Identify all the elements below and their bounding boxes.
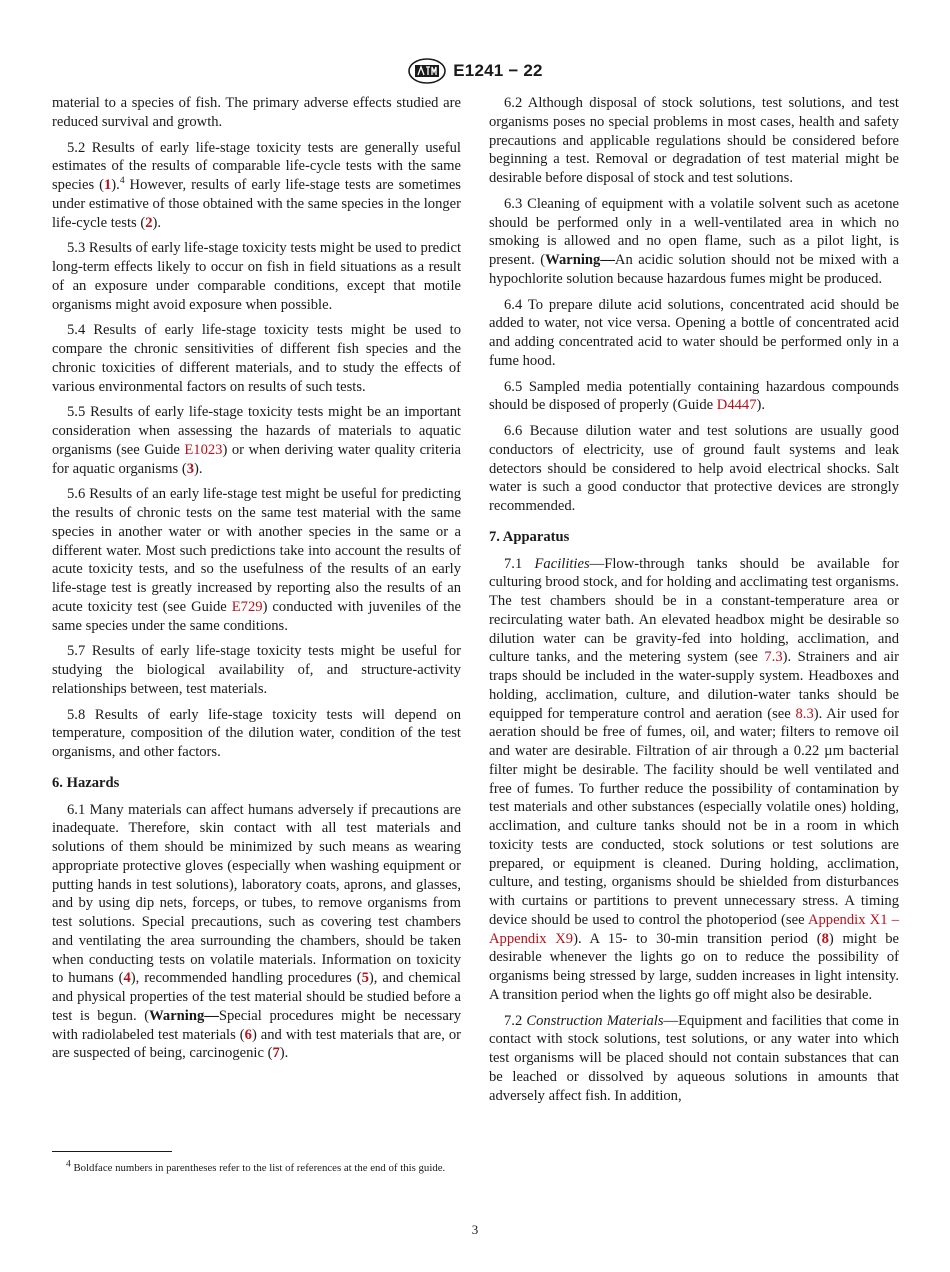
section-link-7-3[interactable]: 7.3 xyxy=(764,649,783,666)
paragraph-6-4: 6.4 To prepare dilute acid solutions, concentrated acid should be added to water, not vice versa. Opening a bottle of concentrated acid and adding concentrated acid to water should be performed only in a fume hood. xyxy=(489,296,899,369)
paragraph-5-6: 5.6 Results of an early life-stage test might be useful for predicting the results of chronic tests on the same test material with the same species in another water or with another species in the same or a different water. Most such predictions take into account the results of acute toxicity tests, and so the usefulness of the results of an early life-stage test is greatly increased by reporting also the results of an acute toxicity test (see Guide E729) conducted with juveniles of the same species under the same conditions. xyxy=(52,486,461,634)
footnote-number: 4 xyxy=(66,1159,71,1170)
paragraph-5-5: 5.5 Results of early life-stage toxicity tests might be an important consideration when assessing the hazards of materials to aquatic organisms (see Guide E1023) or when deriving water quality criteria for aquatic organisms (3). xyxy=(52,404,461,477)
section-link-8-3[interactable]: 8.3 xyxy=(795,705,814,722)
astm-logo-icon xyxy=(407,57,447,85)
warning-label: Warning— xyxy=(149,1007,219,1024)
page-header xyxy=(0,55,950,87)
footnote-divider xyxy=(52,1151,172,1152)
paragraph-6-1: 6.1 Many materials can affect humans adversely if precautions are inadequate. Therefore, skin contact with all test materials and solutions of them should be minimized by such means as wearing appropriate protective gloves (especially when washing equipment or putting hands in test solutions), laboratory coats, aprons, and glasses, and by using dip nets, forceps, or tubes, to remove organisms from test solutions. Special precautions, such as covering test chambers and ventilating the area surrounding the chambers, should be taken when conducting tests on volatile materials. Information on toxicity to humans (4), recommended handling procedures (5), and chemical and physical properties of the test material should be studied before a test is begun. (Warning—Special procedures might be necessary with radiolabeled test materials (6) and with test materials that are, or are suspected of being, carcinogenic (7). xyxy=(52,801,461,1062)
paragraph-6-6: 6.6 Because dilution water and test solutions are usually good conductors of electricity, use of ground fault systems and leak detectors should be considered to help avoid electrical shocks. Salt water is such a good conductor that protective devices are strongly recommended. xyxy=(489,423,899,514)
reference-link-2[interactable]: 2 xyxy=(145,214,153,231)
subsection-title-facilities: Facilities xyxy=(534,555,590,572)
subsection-title-construction-materials: Construction Materials xyxy=(526,1012,664,1029)
page-number: 3 xyxy=(471,1222,479,1237)
guide-link-e1023[interactable]: E1023 xyxy=(184,441,223,458)
reference-link-5[interactable]: 5 xyxy=(361,970,369,987)
section-heading-hazards: 6. Hazards xyxy=(52,774,120,791)
reference-link-3[interactable]: 3 xyxy=(186,460,194,477)
paragraph-7-1: 7.1 Facilities—Flow-through tanks should be available for culturing brood stock, and for holding and acclimating test organisms. The test chambers should be in a constant-temperature area or recirculating water bath. An elevated headbox might be desirable so dilution water can be gravity-fed into holding, acclimation, and culture tanks, and the metering system (see 7.3). Strainers and air traps should be included in the water-supply system. Headboxes and holding, acclimation, culture, and dilution-water tanks should be equipped for temperature control and aeration (see 8.3). Air used for aeration should be free of fumes, oil, and water; filters to remove oil and water are desirable. Filtration of air through a 0.22 µm bacterial filter might be desirable. The facility should be well ventilated and free of fumes. To further reduce the possibility of contamination by test materials and other substances (especially volatile ones) holding, acclimation, and culture tanks should not be in a room in which toxicity tests are conducted, stock solutions or test solutions are prepared, or equipment is cleaned. During holding, acclimation, culture, and testing, organisms should be shielded from disturbances with curtains or partitions to prevent unnecessary stress. A timing device should be used to control the photoperiod (see Appendix X1 – Appendix X9). A 15- to 30-min transition period (8) might be desirable whenever the lights go on to reduce the possibility of organisms being stressed by large, sudden increases in light intensity. A transition period when the lights go off might also be desirable. xyxy=(489,555,900,1003)
footnote-4: $^4$ Boldface numbers in parentheses refer to the list of references at the end of this guide. xyxy=(66,1159,446,1174)
section-heading-apparatus: 7. Apparatus xyxy=(489,528,570,545)
paragraph-5-1-cont: material to a species of fish. The primary adverse effects studied are reduced survival and growth. xyxy=(52,95,461,130)
paragraph-7-2: 7.2 Construction Materials—Equipment and facilities that come in contact with stock solutions, test solutions, or any water into which test organisms will be placed should not contain substances that can be leached or dissolved by aqueous solutions in amounts that adversely affect fish. In addition, xyxy=(489,1012,900,1104)
footnote-marker-4: 4 xyxy=(119,176,125,187)
left-column xyxy=(52,94,461,1070)
paragraph-5-8: 5.8 Results of early life-stage toxicity tests will depend on temperature, composition of the dilution water, condition of the test organisms, and other factors. xyxy=(52,706,461,760)
paragraph-5-7: 5.7 Results of early life-stage toxicity tests might be useful for studying the biological availability of, and structure-activity relationships between, test materials. xyxy=(52,643,461,697)
paragraph-6-5: 6.5 Sampled media potentially containing hazardous compounds should be disposed of properly (Guide D4447). xyxy=(489,378,899,414)
reference-link-7[interactable]: 7 xyxy=(272,1045,280,1062)
reference-link-8[interactable]: 8 xyxy=(821,930,829,947)
appendix-link[interactable]: Appendix X1 – Appendix X9 xyxy=(489,911,899,947)
paragraph-6-3: 6.3 Cleaning of equipment with a volatile solvent such as acetone should be performed only in a well-ventilated area in which no smoking is allowed and no open flame, such as a pilot light, is present. (Warning—An acidic solution should not be mixed with a hypochlorite solution because hazardous fumes might be produced. xyxy=(489,195,899,287)
guide-link-e729[interactable]: E729 xyxy=(231,598,263,615)
paragraph-5-2: 5.2 Results of early life-stage toxicity tests are generally useful estimates of the results of comparable life-cycle tests with the same species (1).$^4$ However, results of early life-stage tests are sometimes under estimative of those obtained with the same species in the longer life-cycle tests (2). xyxy=(52,139,461,231)
warning-label: Warning— xyxy=(545,252,615,268)
paragraph-5-3: 5.3 Results of early life-stage toxicity tests might be used to predict long-term effects likely to occur on fish in field situations as a result of an exposure under comparable conditions, except that motile organisms might avoid exposure when possible. xyxy=(52,240,461,313)
reference-link-1[interactable]: 1 xyxy=(104,177,112,193)
reference-link-4[interactable]: 4 xyxy=(123,970,131,987)
guide-link-d4447[interactable]: D4447 xyxy=(716,397,757,414)
right-column xyxy=(489,94,899,1112)
paragraph-5-4: 5.4 Results of early life-stage toxicity tests might be used to compare the chronic sensitivities of different fish species and the chronic toxicities of different materials, and to study the effects of various environmental factors on results of such tests. xyxy=(52,322,461,395)
document-id: E1241 − 22 xyxy=(453,61,543,80)
reference-link-6[interactable]: 6 xyxy=(244,1026,252,1043)
paragraph-6-2: 6.2 Although disposal of stock solutions, test solutions, and test organisms poses no special problems in most cases, health and safety precautions and applicable regulations should be considered before beginning a test. Removal or degradation of test material might be desirable before disposal of stock and test solutions. xyxy=(489,95,899,186)
